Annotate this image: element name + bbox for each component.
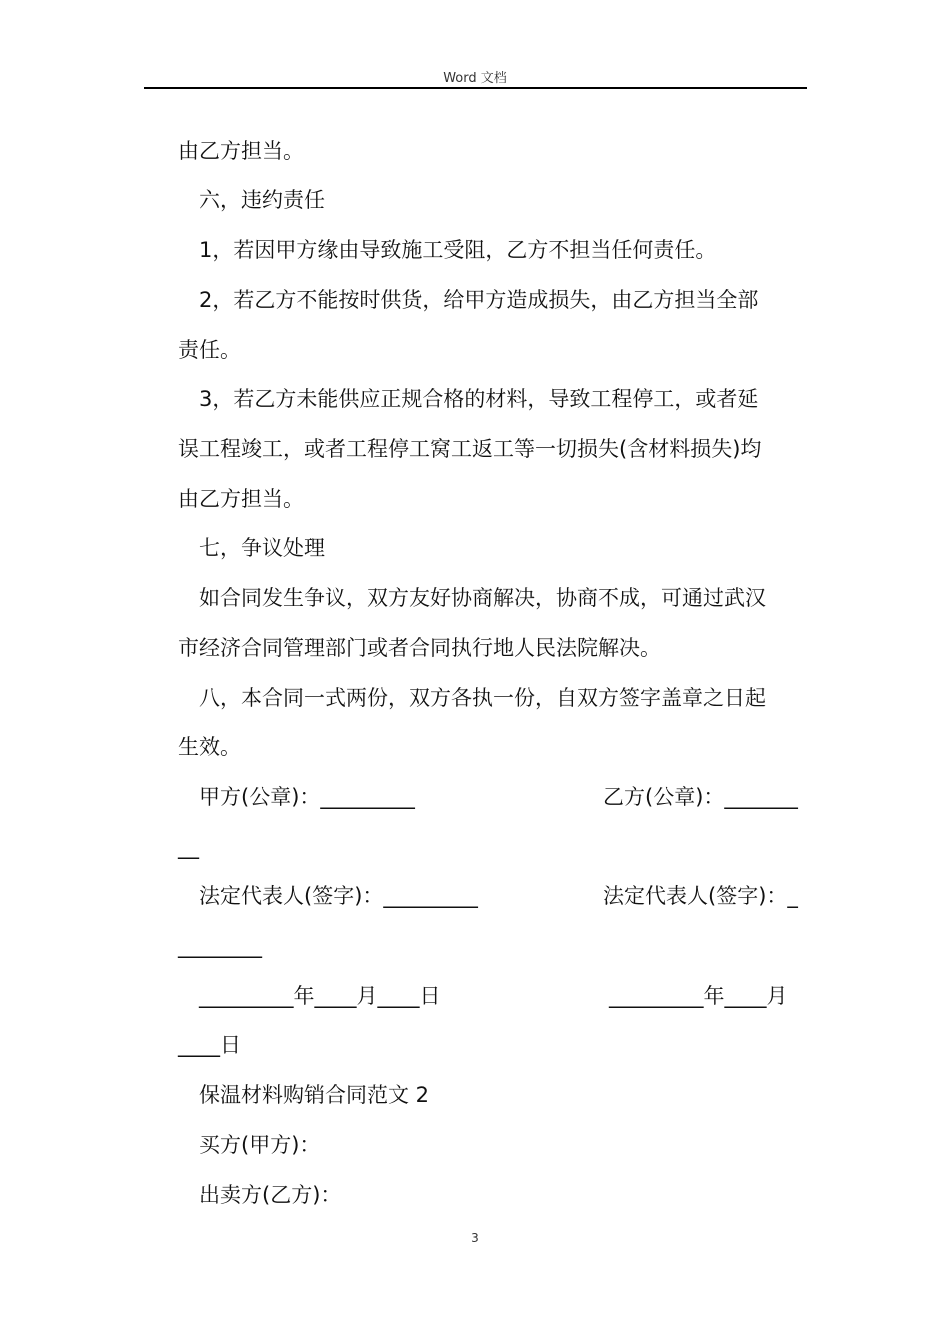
party-a-representative-line: 法定代表人(签字)：_________ [199, 884, 478, 908]
body-line: 八，本合同一式两份，双方各执一份，自双方签字盖章之日起 [199, 686, 766, 710]
section-heading-breach: 六，违约责任 [199, 188, 325, 212]
party-b-date-line: _________年____月 [609, 984, 788, 1008]
section-heading-dispute: 七，争议处理 [199, 536, 325, 560]
body-line: 由乙方担当。 [178, 487, 304, 511]
body-line: 3，若乙方未能供应正规合格的材料，导致工程停工，或者延 [199, 387, 759, 411]
body-line: 市经济合同管理部门或者合同执行地人民法院解决。 [178, 636, 661, 660]
party-b-representative-line-cont: ________ [178, 934, 262, 958]
party-b-date-line-cont: ____日 [178, 1033, 241, 1057]
page-header-title: Word 文档 [443, 71, 507, 86]
header-divider [144, 87, 807, 89]
contract-2-title: 保温材料购销合同范文 2 [199, 1083, 430, 1107]
body-line: 误工程竣工，或者工程停工窝工返工等一切损失(含材料损失)均 [178, 437, 762, 461]
body-line: 2，若乙方不能按时供货，给甲方造成损失，由乙方担当全部 [199, 288, 759, 312]
body-line: 生效。 [178, 735, 241, 759]
party-a-seal-line: 甲方(公章)：_________ [199, 785, 415, 809]
body-line: 由乙方担当。 [178, 139, 304, 163]
body-line: 如合同发生争议，双方友好协商解决，协商不成，可通过武汉 [199, 586, 766, 610]
buyer-label: 买方(甲方)： [199, 1133, 321, 1157]
body-line: 1，若因甲方缘由导致施工受阻，乙方不担当任何责任。 [199, 238, 717, 262]
party-b-representative-line: 法定代表人(签字)：_ [603, 884, 798, 908]
body-line: 责任。 [178, 338, 241, 362]
party-b-seal-line-cont: __ [178, 835, 199, 859]
seller-label: 出卖方(乙方)： [199, 1183, 342, 1207]
page-number: 3 [471, 1231, 479, 1245]
party-b-seal-line: 乙方(公章)：_______ [603, 785, 798, 809]
party-a-date-line: _________年____月____日 [199, 984, 441, 1008]
